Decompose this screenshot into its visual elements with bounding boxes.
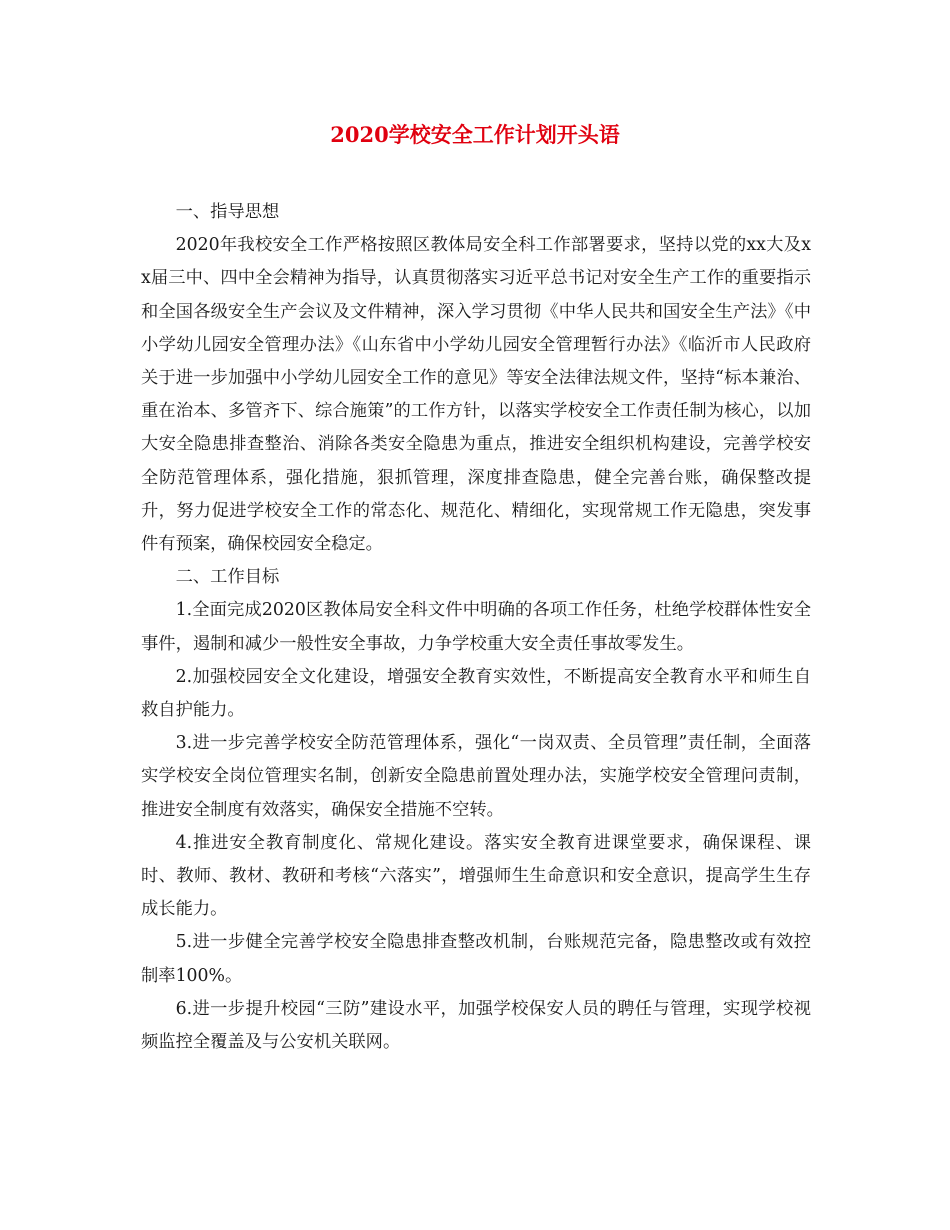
paragraph-goal-3: 3.进一步完善学校安全防范管理体系，强化“一岗双责、全员管理”责任制，全面落实学校安全岗位管理实名制，创新安全隐患前置处理办法，实施学校安全管理问责制，推进安全制度有效落实，确保安全措施不空转。	[141, 733, 811, 820]
paragraph-goal-5: 5.进一步健全完善学校安全隐患排查整改机制，台账规范完备，隐患整改或有效控制率100%。	[141, 932, 811, 986]
document-title: 2020学校安全工作计划开头语	[330, 122, 620, 147]
section-heading-work-goals: 二、工作目标	[175, 567, 280, 588]
paragraph-goal-6: 6.进一步提升校园“三防”建设水平，加强学校保安人员的聘任与管理，实现学校视频监控全覆盖及与公安机关联网。	[141, 998, 811, 1053]
paragraph-goal-4: 4.推进安全教育制度化、常规化建设。落实安全教育进课堂要求，确保课程、课时、教师、教材、教研和考核“六落实”，增强师生生命意识和安全意识，提高学生生存成长能力。	[141, 832, 811, 920]
paragraph-goal-1: 1.全面完成2020区教体局安全科文件中明确的各项工作任务，杜绝学校群体性安全事件，遏制和减少一般性安全事故，力争学校重大安全责任事故零发生。	[141, 600, 811, 654]
document-body	[141, 196, 811, 1059]
section-heading-guiding-ideology: 一、指导思想	[175, 202, 280, 222]
paragraph-goal-2: 2.加强校园安全文化建设，增强安全教育实效性，不断提高安全教育水平和师生自救自护能力。	[141, 666, 811, 721]
paragraph-guiding-ideology: 2020年我校安全工作严格按照区教体局安全科工作部署要求，坚持以党的xx大及xx届三中、四中全会精神为指导，认真贯彻落实习近平总书记对安全生产工作的重要指示和全国各级安全生产会议及文件精神，深入学习贯彻《中华人民共和国安全生产法》《中小学幼儿园安全管理办法》《山东省中小学幼儿园安全管理暂行办法》《临沂市人民政府关于进一步加强中小学幼儿园安全工作的意见》等安全法律法规文件，坚持“标本兼治、重在治本、多管齐下、综合施策”的工作方针，以落实学校安全工作责任制为核心，以加大安全隐患排查整治、消除各类安全隐患为重点，推进安全组织机构建设，完善学校安全防范管理体系，强化措施，狠抓管理，深度排查隐患，健全完善台账，确保整改提升，努力促进学校安全工作的常态化、规范化、精细化，实现常规工作无隐患，突发事件有预案，确保校园安全稳定。	[141, 235, 811, 555]
